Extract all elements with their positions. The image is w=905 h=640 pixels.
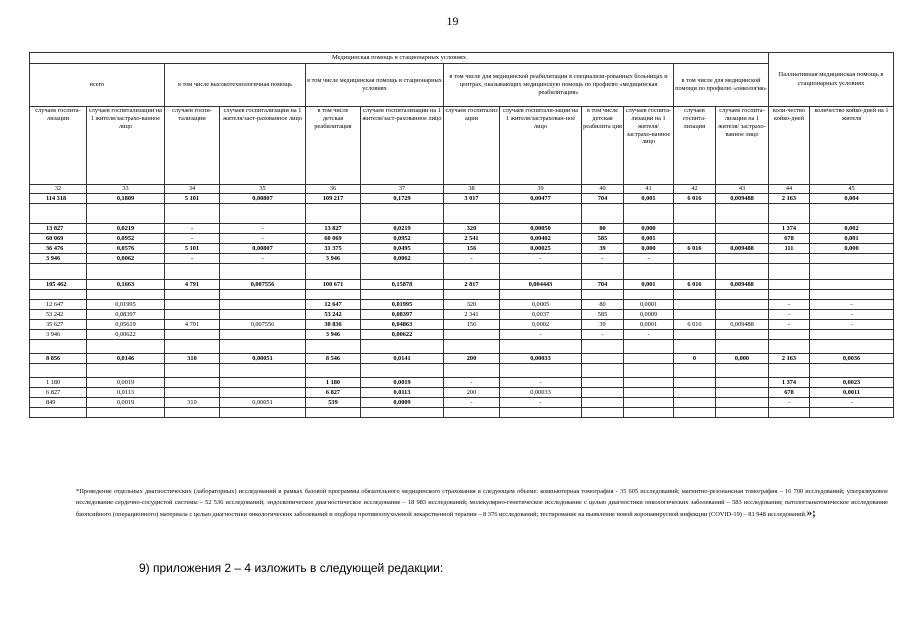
subheader-cell: случаев госпита-лизации на 1 жителя/ застрахо-ванное лицо (624, 107, 674, 185)
column-number: 36 (306, 185, 361, 194)
column-number: 34 (165, 185, 220, 194)
table-row: 105 462 0,1663 4 791 0,007556 100 671 0,15878 2 817 0,004443 704 0,001 6 016 0,009488 (30, 280, 894, 290)
footnote (76, 486, 888, 521)
table-row: 1 180 0,0019 1 180 0,0019 - - 1 374 0,0023 (30, 378, 894, 388)
column-number: 37 (361, 185, 444, 194)
column-number: 40 (582, 185, 624, 194)
subheader-cell: случаев госпита-лизации на 1 жителя/ застрахо-ванное лицо (716, 107, 769, 185)
subheader-cell: количество койко-дней на 1 жителя (810, 107, 894, 185)
column-number: 32 (30, 185, 87, 194)
table-row: 114 318 0,1809 5 101 0,00807 109 217 0,1729 3 017 0,00477 704 0,001 6 016 0,009488 2 163 0,004 (30, 194, 894, 204)
subheader-cell: в том числе детская реабилитация (306, 107, 361, 185)
spacer-row (30, 364, 894, 378)
group-header-cell: в том числе медицинская помощь в стационарных условиях (306, 64, 444, 107)
group-header-cell: всего (30, 64, 165, 107)
table-row: 60 069 0,0952 - - 60 069 0,0952 2 541 0,00402 585 0,001 678 0,001 (30, 234, 894, 244)
table-row: 8 856 0,0146 310 0,00051 8 546 0,0141 200 0,00033 0 0,000 2 163 0,0036 (30, 354, 894, 364)
footnote-text: *Проведение отдельных диагностических (лабораторных) исследований в рамках базовой программы обязательного медицинского страхования в следующем объеме: компьютерная томография - 35 605 исследований; магнитно-резонансная томография – 16 700 исследований; ультразвуковое исследование сердечно-сосудистой системы – 52 536 исследований; эндоскопическое диагностическое исследование – 18 983 исследований; молекулярно-генетическое исследование с целью диагностики онкологических заболеваний – 583 исследования; патологоанатомическое исследование биопсийного (операционного) материала с целью диагностики онкологических заболеваний и подбора противоопухолевой лекарственной терапии – 8 376 исследований; тестирование на выявление новой коронавирусной инфекции (COVID-19) – 81 948 исследований. (76, 488, 888, 519)
column-number: 39 (500, 185, 582, 194)
column-number: 41 (624, 185, 674, 194)
subheader-cell: случаев госпитализ ации (444, 107, 500, 185)
palliative-title-cell: Паллиативная медицинская помощь в стационарных условиях (769, 53, 894, 107)
medical-care-table (29, 52, 894, 418)
table-row: 12 647 0,01995 12 647 0,01995 320 0,0005 80 0,0001 - - (30, 300, 894, 310)
subheader-cell: случаев госпитали-зации на 1 жителя/застрахован-ное лицо (500, 107, 582, 185)
subheader-cell: случаев госпита-лизации (30, 107, 87, 185)
subheader-cell: случаев госпи-тализации (165, 107, 220, 185)
group-header-cell: в том числе для медицинской реабилитации в специализи-рованных больницах и центрах, оказывающих медицинскую помощь по профилю «медицинская реабилитация» (444, 64, 674, 107)
column-number: 45 (810, 185, 894, 194)
subheader-cell: случаев госпитализации на 1 жителя/застрахо-ванное лицо (87, 107, 165, 185)
subheader-cell: случаев госпита-лизации (674, 107, 716, 185)
column-number: 35 (220, 185, 306, 194)
spacer-row (30, 408, 894, 418)
column-number: 38 (444, 185, 500, 194)
column-number: 43 (716, 185, 769, 194)
subheader-cell: случаев госпитализации на 1 жителя/заст-рахованное лицо (361, 107, 444, 185)
spacer-row (30, 290, 894, 300)
subheader-cell: коли-чество койко-дней (769, 107, 810, 185)
table-row: 13 827 0,0219 - - 13 827 0,0219 320 0,00050 80 0,000 1 374 0,002 (30, 224, 894, 234)
table-row: 36 476 0,0576 5 101 0,00807 31 375 0,0495 156 0,00025 39 0,000 6 016 0,009488 111 0,000 (30, 244, 894, 254)
table-row: 35 627 0,05619 4 791 0,007556 30 836 0,04863 156 0,0002 39 0,0001 6 016 0,009488 - - (30, 320, 894, 330)
group-header-cell: в том числе для медицинской помощи по профилю «онкология» (674, 64, 769, 107)
instruction-text: 9) приложения 2 – 4 изложить в следующей редакции: (139, 561, 444, 575)
spacer-row (30, 264, 894, 280)
table-row: 53 242 0,08397 53 242 0,08397 2 341 0,0037 585 0,0009 - - (30, 310, 894, 320)
spacer-row (30, 340, 894, 354)
footnote-end-mark: »; (806, 507, 816, 520)
table-row: 3 946 0,00622 3 946 0,00622 - - - (30, 330, 894, 340)
column-number: 33 (87, 185, 165, 194)
column-number: 44 (769, 185, 810, 194)
column-number: 42 (674, 185, 716, 194)
table-row: 849 0,0019 310 0,00051 539 0,0009 - - - - (30, 398, 894, 408)
table-row: 6 827 0,0113 6 827 0,0113 200 0,00033 678 0,0011 (30, 388, 894, 398)
table-row: 3 946 0,0062 - - 3 946 0,0062 - - - - (30, 254, 894, 264)
page-number: 19 (446, 14, 459, 28)
main-title-cell: Медицинская помощь в стационарных условиях (30, 53, 769, 64)
group-header-cell: в том числе высокотехнологичная помощь (165, 64, 306, 107)
subheader-cell: в том числе детская реабилита ция (582, 107, 624, 185)
subheader-cell: случаев госпитализации на 1 жителя/заст-рахованное лицо (220, 107, 306, 185)
spacer-row (30, 204, 894, 224)
